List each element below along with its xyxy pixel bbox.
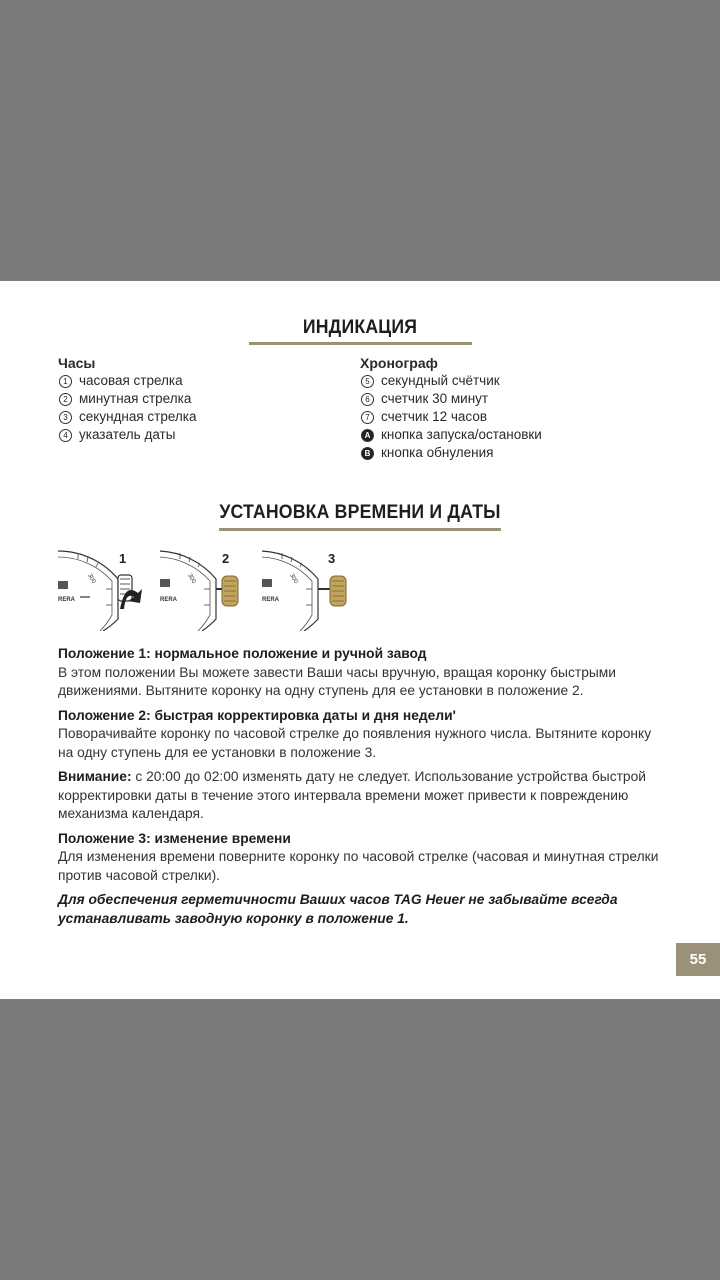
title-underline [249, 342, 472, 345]
dial-brand-text: RERA [160, 597, 178, 603]
warning-text: с 20:00 до 02:00 изменять дату не следует. Использование устройства быстрой корректировки даты в течение этого интервала времени может привести к повреждению механизма календаря. [58, 769, 646, 821]
legend-item [58, 426, 338, 444]
legend-label: минутная стрелка [79, 391, 192, 406]
legend-item [58, 372, 338, 390]
warning-label: Внимание: [58, 769, 132, 784]
position-1-text: В этом положении Вы можете завести Ваши часы вручную, вращая коронку быстрыми движениями. Вытяните коронку на одну ступень для ее установки в положение 2. [58, 664, 616, 698]
position-3-heading: Положение 3: изменение времени [58, 830, 291, 846]
position-2-heading: Положение 2: быстрая корректировка даты и дня недели' [58, 707, 456, 723]
crown-position-1-illustration [58, 549, 150, 631]
position-number: 3 [328, 551, 336, 566]
legend-item [360, 426, 660, 444]
bezel-scale-text: 300 [288, 573, 299, 585]
chrono-legend-heading: Хронограф [360, 355, 438, 371]
legend-label: часовая стрелка [79, 373, 183, 388]
crown-position-3-illustration [262, 549, 354, 631]
manual-page [0, 281, 720, 999]
instructions [58, 645, 664, 934]
legend-label: секундный счётчик [381, 373, 500, 388]
crown-position-2-illustration [160, 549, 252, 631]
legend-label: кнопка запуска/остановки [381, 427, 542, 442]
letter-marker: A [361, 429, 374, 442]
legend-label: счетчик 12 часов [381, 409, 487, 424]
number-marker: 3 [59, 411, 72, 424]
dial-brand-text: RERA [262, 597, 280, 603]
chrono-legend [360, 354, 660, 462]
legend-item [360, 390, 660, 408]
watch-legend-heading: Часы [58, 355, 96, 371]
dial-brand-text: RERA [58, 597, 76, 603]
position-1-heading: Положение 1: нормальное положение и ручной завод [58, 646, 427, 661]
legend-label: указатель даты [79, 427, 176, 442]
number-marker: 4 [59, 429, 72, 442]
number-marker: 6 [361, 393, 374, 406]
number-marker: 5 [361, 375, 374, 388]
position-number: 1 [119, 551, 127, 566]
number-marker: 2 [59, 393, 72, 406]
number-marker: 1 [59, 375, 72, 388]
legend-item [360, 444, 660, 462]
position-number: 2 [222, 551, 230, 566]
setting-title: УСТАНОВКА ВРЕМЕНИ И ДАТЫ [219, 502, 501, 523]
page-number-tab: 55 [676, 943, 720, 976]
watch-legend [58, 354, 338, 444]
legend-item [360, 372, 660, 390]
legend-item [58, 408, 338, 426]
letter-marker: B [361, 447, 374, 460]
legend-label: секундная стрелка [79, 409, 197, 424]
title-underline [219, 528, 501, 531]
indication-title: ИНДИКАЦИЯ [302, 317, 418, 338]
bezel-scale-text: 300 [86, 573, 97, 585]
legend-item [360, 408, 660, 426]
crown-position-figures [58, 549, 358, 631]
number-marker: 7 [361, 411, 374, 424]
position-3-text: Для изменения времени поверните коронку по часовой стрелке (часовая и минутная стрелки против часовой стрелки). [58, 849, 659, 883]
legend-label: кнопка обнуления [381, 445, 494, 460]
position-2-text: Поворачивайте коронку по часовой стрелке до появления нужного числа. Вытяните коронку на одну ступень для ее установки в положение 3. [58, 726, 652, 760]
water-resistance-note: Для обеспечения герметичности Ваших часов TAG Heuer не забывайте всегда устанавливать заводную коронку в положение 1. [58, 892, 618, 926]
legend-item [58, 390, 338, 408]
legend-label: счетчик 30 минут [381, 391, 489, 406]
bezel-scale-text: 300 [186, 573, 197, 585]
